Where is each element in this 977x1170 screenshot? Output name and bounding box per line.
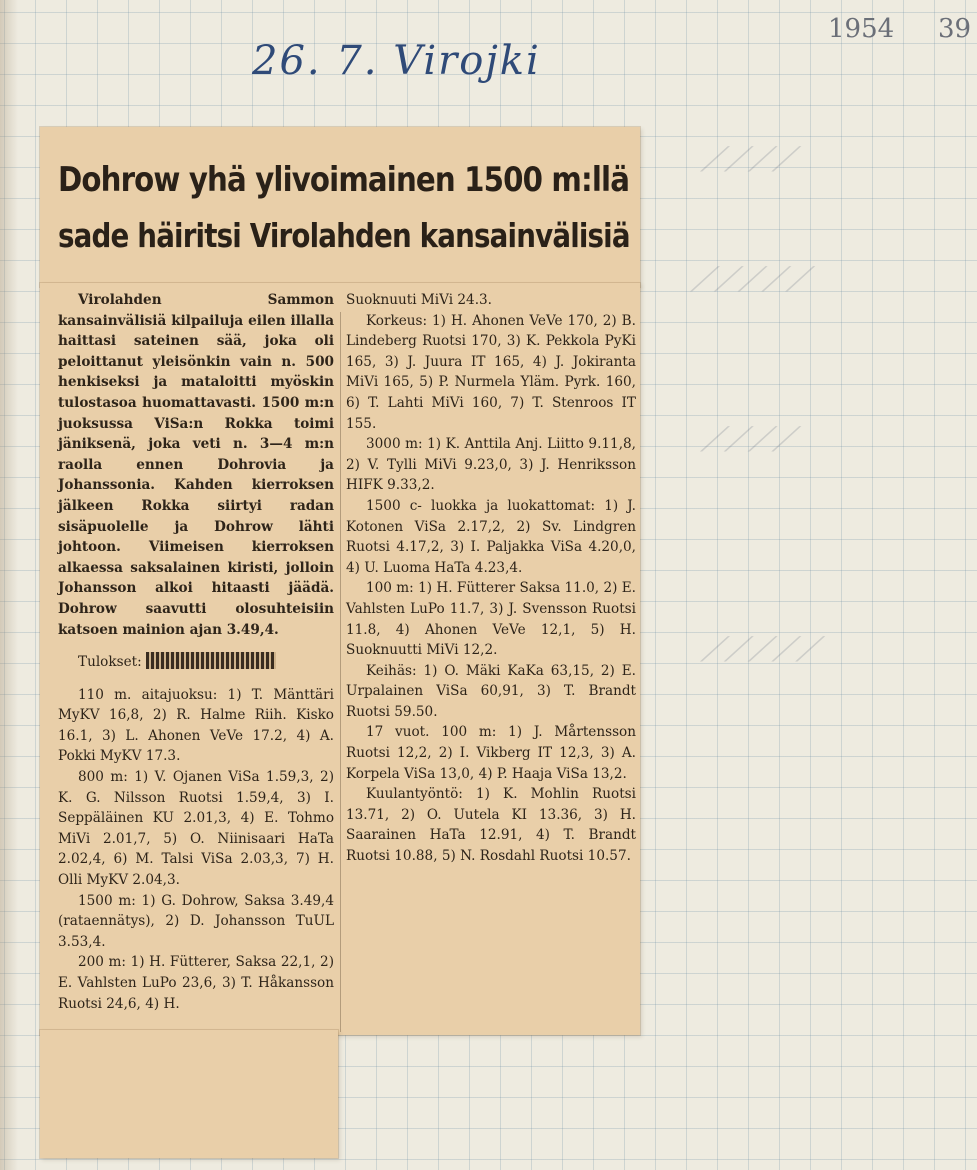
- newspaper-clipping: [40, 1030, 338, 1158]
- result-paragraph: 3000 m: 1) K. Anttila Anj. Liitto 9.11,8, 2) V. Tylli MiVi 9.23,0, 3) J. Henriksson HIFK 9.33,2.: [346, 436, 636, 494]
- article-left-column: [58, 290, 334, 1014]
- column-divider: [340, 312, 341, 1032]
- results-label: Tulokset:: [78, 654, 142, 671]
- handwritten-date: 26. 7. Virojki: [252, 38, 541, 84]
- result-paragraph: 110 m. aitajuoksu: 1) T. Mänttäri MyKV 16,8, 2) R. Halme Riih. Kisko 16.1, 3) L. Ahonen VeVe 17.2, 4) A. Pokki MyKV 17.3.: [58, 686, 334, 765]
- newspaper-clipping: [40, 127, 640, 287]
- result-paragraph: Suoknuuti MiVi 24.3.: [346, 292, 492, 308]
- handwritten-page-number: 39: [938, 14, 972, 44]
- article-intro: Virolahden Sammon kansainvälisiä kilpailuja eilen illalla haittasi sateinen sää, joka oli peloittanut yleisönkin vain n. 500 henkiseksi ja mataloitti myöskin tulostasoa huomattavasti. 1500 m:n juoksussa ViSa:n Rokka toimi jäniksenä, joka veti n. 3—4 m:n raolla ennen Dohrovia ja Johanssonia. Kahden kierroksen jälkeen Rokka siirtyi radan sisäpuolelle ja Dohrow lähti johtoon. Viimeisen kierroksen alkaessa saksalainen kiristi, jolloin Johansson alkoi hitaasti jäädä. Dohrow saavutti olosuhteisiin katsoen mainion ajan 3.49,4.: [58, 292, 334, 638]
- result-paragraph: 800 m: 1) V. Ojanen ViSa 1.59,3, 2) K. G. Nilsson Ruotsi 1.59,4, 3) I. Seppäläinen KU 2.01,3, 4) E. Tohmo MiVi 2.01,7, 5) O. Niinisaari HaTa 2.02,4, 6) M. Talsi ViSa 2.03,3, 7) H. Olli MyKV 2.04,3.: [58, 769, 334, 889]
- result-paragraph: Keihäs: 1) O. Mäki KaKa 63,15, 2) E. Urpalainen ViSa 60,91, 3) T. Brandt Ruotsi 59.50.: [346, 662, 636, 720]
- bleed-through-mark: ⟋⟋⟋⟋: [700, 140, 796, 180]
- result-paragraph: 1500 m: 1) G. Dohrow, Saksa 3.49,4 (rataennätys), 2) D. Johansson TuUL 3.53,4.: [58, 892, 334, 950]
- ink-blot: [146, 652, 276, 669]
- bleed-through-mark: ⟋⟋⟋⟋⟋: [700, 630, 819, 670]
- article-right-column: [346, 290, 636, 867]
- spacer: [58, 640, 334, 652]
- result-paragraph: Korkeus: 1) H. Ahonen VeVe 170, 2) B. Lindeberg Ruotsi 170, 3) K. Pekkola PyKi 165, 3) J. Juura IT 165, 4) J. Jokiranta MiVi 165, 5) P. Nurmela Yläm. Pyrk. 160, 6) T. Lahti MiVi 160, 7) T. Stenroos IT 155.: [346, 312, 636, 432]
- result-paragraph: 1500 c- luokka ja luokattomat: 1) J. Kotonen ViSa 2.17,2, 2) Sv. Lindgren Ruotsi 4.17,2, 3) I. Paljakka ViSa 4.20,0, 4) U. Luoma HaTa 4.23,4.: [346, 497, 636, 576]
- result-paragraph: 200 m: 1) H. Fütterer, Saksa 22,1, 2) E. Vahlsten LuPo 23,6, 3) T. Håkansson Ruotsi 24,6, 4) H.: [58, 954, 334, 1012]
- bleed-through-mark: ⟋⟋⟋⟋⟋: [690, 260, 809, 300]
- results-heading: [58, 652, 334, 673]
- headline-line-1: Dohrow yhä ylivoimainen 1500 m:llä: [58, 160, 630, 200]
- bleed-through-mark: ⟋⟋⟋⟋: [700, 420, 796, 460]
- result-paragraph: 100 m: 1) H. Fütterer Saksa 11.0, 2) E. Vahlsten LuPo 11.7, 3) J. Svensson Ruotsi 11.8, 4) Ahonen VeVe 12,1, 5) H. Suoknuutti MiVi 12,2.: [346, 580, 636, 659]
- handwritten-year: 1954: [828, 14, 895, 44]
- headline-line-2: sade häiritsi Virolahden kansainvälisiä: [58, 216, 630, 255]
- result-paragraph: 17 vuot. 100 m: 1) J. Mårtensson Ruotsi 12,2, 2) I. Vikberg IT 12,3, 3) A. Korpela ViSa 13,0, 4) P. Haaja ViSa 13,2.: [346, 724, 636, 782]
- result-paragraph: Kuulantyöntö: 1) K. Mohlin Ruotsi 13.71, 2) O. Uutela KI 13.36, 3) H. Saarainen HaTa 12.91, 4) T. Brandt Ruotsi 10.88, 5) N. Rosdahl Ruotsi 10.57.: [346, 786, 636, 865]
- page-edge-shadow: [0, 0, 18, 1170]
- spacer: [58, 673, 334, 685]
